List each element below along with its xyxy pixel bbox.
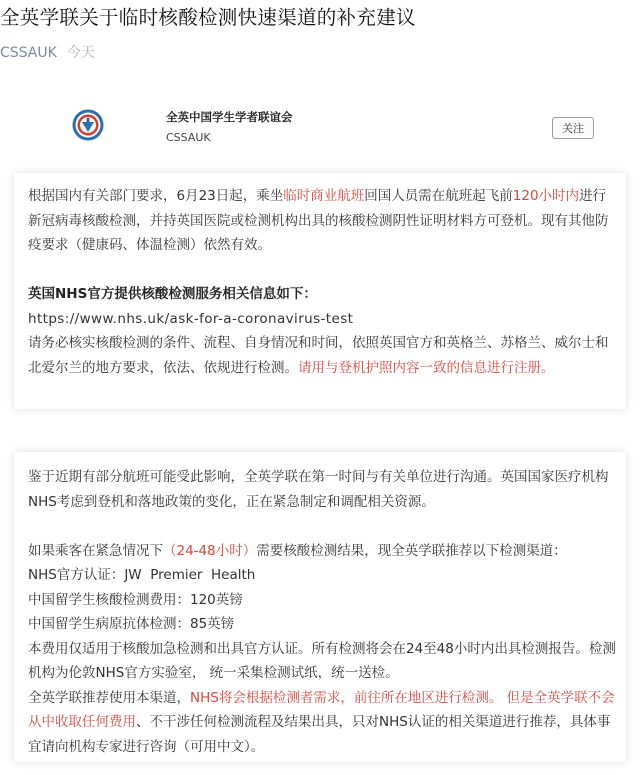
article-meta — [0, 42, 95, 62]
paragraph-disclaimer: 全英学联推荐使用本渠道，NHS将会根据检测者需求，前往所在地区进行检测。 但是全英学联不会从中收取任何费用、不干涉任何检测流程及结果出具，只对NHS认证的相关渠道进行推荐，具体事宜请向机构专家进行咨询（可用中文）。 — [28, 689, 615, 755]
nhs-info-heading: 英国NHS官方提供核酸检测服务相关信息如下： — [28, 286, 317, 302]
paragraph-requirements: 请务必核实核酸检测的条件、流程、自身情况和时间，依照英国官方和英格兰、苏格兰、威尔士和北爱尔兰的地方要求，依法、依规进行检测。请用与登机护照内容一致的信息进行注册。 — [28, 335, 609, 376]
publish-date: 今天 — [66, 45, 95, 61]
paragraph-communication: 鉴于近期有部分航班可能受此影响，全英学联在第一时间与有关单位进行沟通。英国国家医疗机构NHS考虑到登机和落地政策的变化，正在紧急制定和调配相关资源。 — [28, 469, 609, 510]
highlight-temporary-flight: 临时商业航班 — [283, 188, 365, 204]
provider-line: NHS官方认证：JW Premier Health — [28, 567, 256, 583]
highlight-nhs-onsite: NHS将会根据检测者需求，前往所在地区进行检测。 — [190, 689, 503, 706]
author-link[interactable]: CSSAUK — [0, 45, 57, 61]
account-name: 全英中国学生学者联谊会 — [166, 110, 293, 124]
account-id: CSSAUK — [166, 131, 211, 144]
highlight-no-fee: 但是全英学联不会从中收取任何费用 — [28, 689, 615, 730]
notice-box-1 — [14, 173, 626, 409]
antibody-fee-line: 中国留学生病原抗体检测：85英镑 — [28, 616, 235, 632]
article-title: 全英学联关于临时核酸检测快速渠道的补充建议 — [0, 6, 416, 29]
paragraph-recommendation: 如果乘客在紧急情况下（24-48小时）需要核酸检测结果，现全英学联推荐以下检测渠道： — [28, 542, 567, 559]
nhs-test-url[interactable]: https://www.nhs.uk/ask-for-a-coronavirus-test — [28, 310, 354, 327]
pcr-fee-line: 中国留学生核酸检测费用：120英镑 — [28, 591, 243, 608]
highlight-passport-info: 请用与登机护照内容一致的信息进行注册。 — [298, 359, 555, 376]
notice-box-2 — [14, 452, 626, 762]
highlight-120-hours: 120小时内 — [512, 188, 580, 204]
cssa-logo-icon — [72, 109, 104, 141]
highlight-24-48-hours: （24-48小时） — [163, 542, 257, 559]
paragraph-fee-scope: 本费用仅适用于核酸加急检测和出具官方认证。所有检测将会在24至48小时内出具检测报告。检测机构为伦敦NHS官方实验室， 统一采集检测试纸，统一送检。 — [28, 640, 616, 681]
follow-button[interactable]: 关注 — [552, 117, 594, 139]
account-card[interactable] — [50, 103, 610, 155]
paragraph-policy: 根据国内有关部门要求，6月23日起，乘坐临时商业航班回国人员需在航班起飞前120小时内进行新冠病毒核酸检测，并持英国医院或检测机构出具的核酸检测阴性证明材料方可登机。现有其他防疫要求（健康码、体温检测）依然有效。 — [28, 188, 609, 253]
